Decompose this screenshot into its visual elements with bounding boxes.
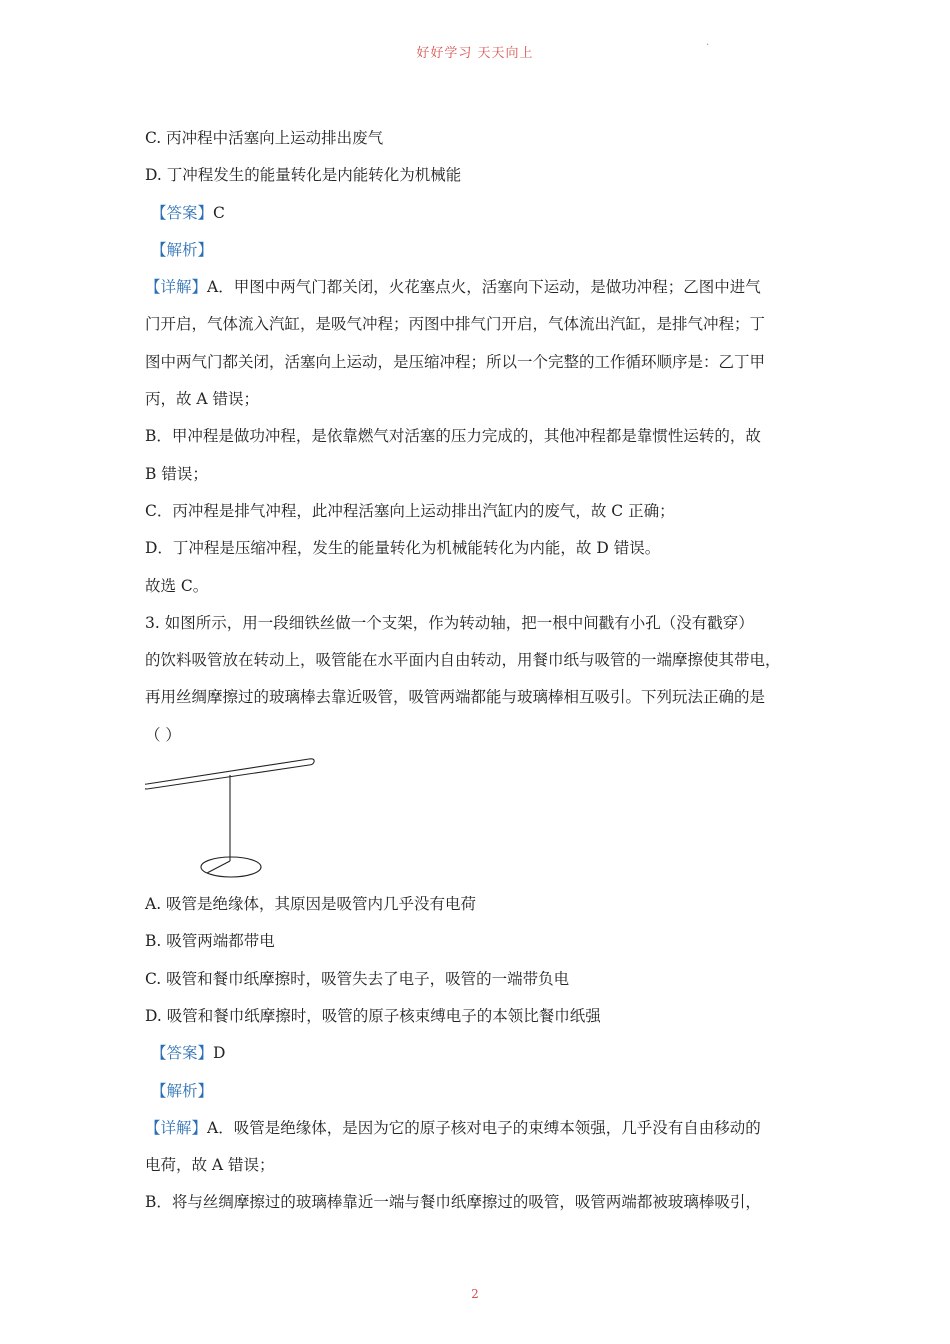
question-3-text: 的饮料吸管放在转动上，吸管能在水平面内自由转动，用餐巾纸与吸管的一端摩擦使其带电， bbox=[145, 651, 781, 670]
option-c: C. 丙冲程中活塞向上运动排出废气 bbox=[145, 129, 384, 147]
answer-value: C bbox=[213, 203, 225, 222]
question-3-text: 再用丝绸摩擦过的玻璃棒去靠近吸管，吸管两端都能与玻璃棒相互吸引。下列玩法正确的是 bbox=[145, 688, 766, 707]
option-b: B. 吸管两端都带电 bbox=[145, 932, 275, 951]
analysis-line bbox=[145, 232, 810, 269]
explanation-tag: 【详解】 bbox=[145, 278, 208, 297]
question-3-text: 3. 如图所示，用一段细铁丝做一个支架，作为转动轴，把一根中间戳有小孔（没有戳穿） bbox=[145, 613, 754, 632]
conclusion-line: 故选 C。 bbox=[145, 576, 209, 595]
explanation-line: 电荷，故 A 错误； bbox=[145, 1156, 275, 1175]
option-c: C. 吸管和餐巾纸摩擦时，吸管失去了电子，吸管的一端带负电 bbox=[145, 969, 570, 988]
option-d: D. 吸管和餐巾纸摩擦时，吸管的原子核束缚电子的本领比餐巾纸强 bbox=[145, 1006, 601, 1025]
explanation-line: D．丁冲程是压缩冲程，发生的能量转化为机械能转化为内能，故 D 错误。 bbox=[145, 539, 661, 558]
explanation-line: 门开启，气体流入汽缸，是吸气冲程；丙图中排气门开启，气体流出汽缸，是排气冲程；丁 bbox=[145, 315, 766, 334]
answer-value: D bbox=[213, 1044, 226, 1063]
analysis-tag: 【解析】 bbox=[151, 240, 214, 259]
explanation-line bbox=[145, 1110, 810, 1147]
stand-base bbox=[201, 857, 261, 877]
analysis-tag: 【解析】 bbox=[151, 1081, 214, 1100]
explanation-text: A．甲图中两气门都关闭，火花塞点火，活塞向下运动，是做功冲程；乙图中进气 bbox=[207, 278, 761, 297]
explanation-line bbox=[145, 269, 810, 306]
explanation-line: C．丙冲程是排气冲程，此冲程活塞向上运动排出汽缸内的废气，故 C 正确； bbox=[145, 501, 675, 520]
page-number: 2 bbox=[471, 1287, 479, 1301]
option-a: A. 吸管是绝缘体，其原因是吸管内几乎没有电荷 bbox=[145, 895, 477, 914]
header-mark: · bbox=[706, 40, 711, 51]
page-header bbox=[0, 42, 950, 61]
explanation-text: A．吸管是绝缘体，是因为它的原子核对电子的束缚本领强，几乎没有自由移动的 bbox=[207, 1118, 761, 1137]
explanation-line: B．将与丝绸摩擦过的玻璃棒靠近一端与餐巾纸摩擦过的吸管，吸管两端都被玻璃棒吸引， bbox=[145, 1193, 761, 1212]
straw-diagram bbox=[145, 754, 810, 886]
answer-tag: 【答案】 bbox=[151, 1044, 214, 1063]
answer-tag: 【答案】 bbox=[151, 203, 214, 222]
document-body bbox=[145, 120, 810, 1222]
question-3-blank: （ ） bbox=[145, 725, 181, 744]
explanation-line: B 错误； bbox=[145, 464, 208, 483]
explanation-tag: 【详解】 bbox=[145, 1118, 208, 1137]
explanation-line: 丙，故 A 错误； bbox=[145, 390, 260, 409]
answer-line bbox=[145, 1035, 810, 1072]
answer-line bbox=[145, 195, 810, 232]
explanation-line: 图中两气门都关闭，活塞向上运动，是压缩冲程；所以一个完整的工作循环顺序是：乙丁甲 bbox=[145, 352, 766, 371]
header-title: 好好学习 天天向上 bbox=[416, 46, 534, 61]
straw-diagram-svg bbox=[145, 754, 345, 886]
stand-base-line bbox=[207, 861, 230, 873]
option-d: D. 丁冲程发生的能量转化是内能转化为机械能 bbox=[145, 166, 462, 185]
analysis-line bbox=[145, 1073, 810, 1110]
explanation-line: B．甲冲程是做功冲程，是依靠燃气对活塞的压力完成的，其他冲程都是靠惯性运转的，故 bbox=[145, 427, 761, 446]
